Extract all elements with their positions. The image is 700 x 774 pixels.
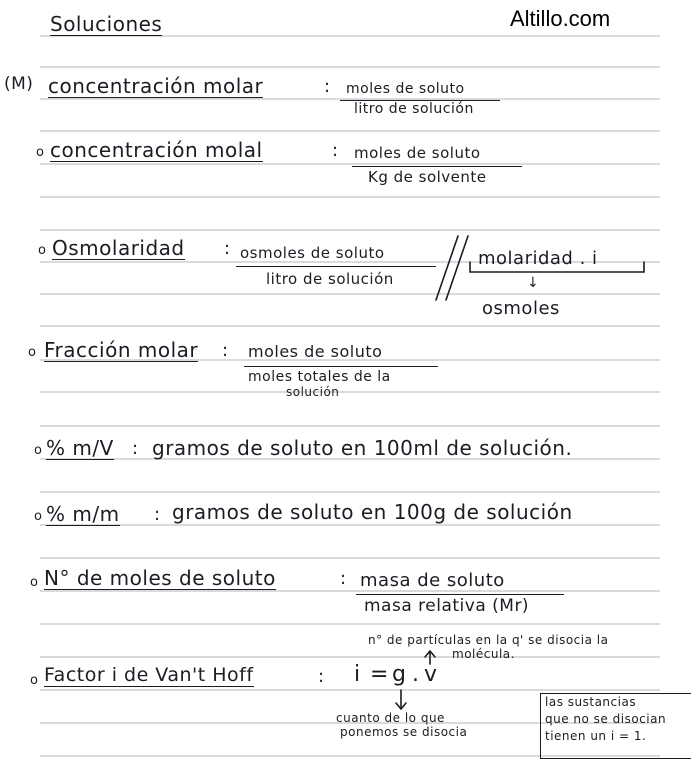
definition-mv: gramos de soluto en 100ml de solución. — [152, 436, 573, 460]
term-vanthoff: Factor i de Van't Hoff — [44, 664, 254, 686]
term-molal: concentración molal — [50, 138, 263, 162]
arrow-up-v — [425, 651, 435, 664]
vanthoff-note-top-line1: n° de partículas en la q' se disocia la — [368, 633, 609, 647]
formula-v: v — [424, 662, 438, 687]
osmolarity-arrow: ↓ — [527, 275, 540, 291]
denominator-fraccion-line1: moles totales de la — [248, 369, 391, 385]
double-slash-2 — [446, 236, 468, 300]
bullet-molal: o — [36, 145, 45, 160]
vanthoff-note-top-line2: molécula. — [452, 647, 515, 661]
numerator-osmolaridad: osmoles de soluto — [240, 244, 385, 262]
formula-equals: = — [370, 662, 389, 687]
bullet-vanthoff: o — [30, 673, 39, 688]
sep-vanthoff: : — [318, 666, 325, 687]
term-osmolaridad: Osmolaridad — [52, 236, 185, 260]
sep-molal: : — [332, 140, 339, 161]
bullet-mm: o — [34, 509, 43, 524]
page-title: Soluciones — [50, 12, 163, 36]
vanthoff-note-bottom-line2: ponemos se disocia — [340, 725, 468, 739]
denominator-fraccion-line2: solución — [286, 385, 340, 399]
denominator-osmolaridad: litro de solución — [266, 270, 394, 288]
formula-g: g — [392, 662, 407, 687]
formula-i: i — [354, 662, 361, 687]
formula-dot: . — [412, 662, 420, 687]
numerator-molal: moles de soluto — [354, 144, 481, 162]
term-nmoles: N° de moles de soluto — [44, 566, 276, 590]
numerator-fraccion: moles de soluto — [248, 342, 383, 361]
denominator-molal: Kg de solvente — [368, 168, 487, 186]
bullet-osmolaridad: o — [38, 243, 47, 258]
arrow-down-g — [396, 690, 406, 709]
molarity-bracket — [470, 262, 644, 272]
watermark: Altillo.com — [510, 6, 611, 31]
double-slash-1 — [436, 236, 458, 300]
bullet-mv: o — [34, 443, 43, 458]
numerator-nmoles: masa de soluto — [360, 570, 505, 591]
osmolarity-alt-result: osmoles — [482, 298, 560, 319]
term-mm: % m/m — [46, 502, 120, 526]
bullet-fraccion: o — [28, 345, 37, 360]
vanthoff-box-line2: que no se disocian — [545, 712, 667, 726]
sep-nmoles: : — [340, 568, 347, 589]
bullet-molar: (M) — [4, 74, 34, 94]
sep-molar: : — [324, 76, 331, 97]
sep-mv: : — [132, 438, 139, 459]
term-mv: % m/V — [46, 436, 114, 460]
definition-mm: gramos de soluto en 100g de solución — [172, 500, 573, 524]
sep-mm: : — [154, 504, 161, 525]
term-molar: concentración molar — [48, 74, 264, 98]
vanthoff-box-line3: tienen un i = 1. — [545, 729, 647, 743]
numerator-molar: moles de soluto — [346, 81, 465, 97]
denominator-molar: litro de solución — [354, 101, 474, 117]
term-fraccion: Fracción molar — [44, 338, 199, 362]
sep-osmolaridad: : — [224, 238, 231, 259]
bullet-nmoles: o — [30, 575, 39, 590]
vanthoff-box-line1: las sustancias — [545, 695, 637, 709]
osmolarity-alt-expression: molaridad . i — [478, 248, 598, 269]
denominator-nmoles: masa relativa (Mr) — [364, 596, 530, 616]
vanthoff-note-bottom-line1: cuanto de lo que — [336, 711, 445, 725]
sep-fraccion: : — [222, 340, 229, 361]
